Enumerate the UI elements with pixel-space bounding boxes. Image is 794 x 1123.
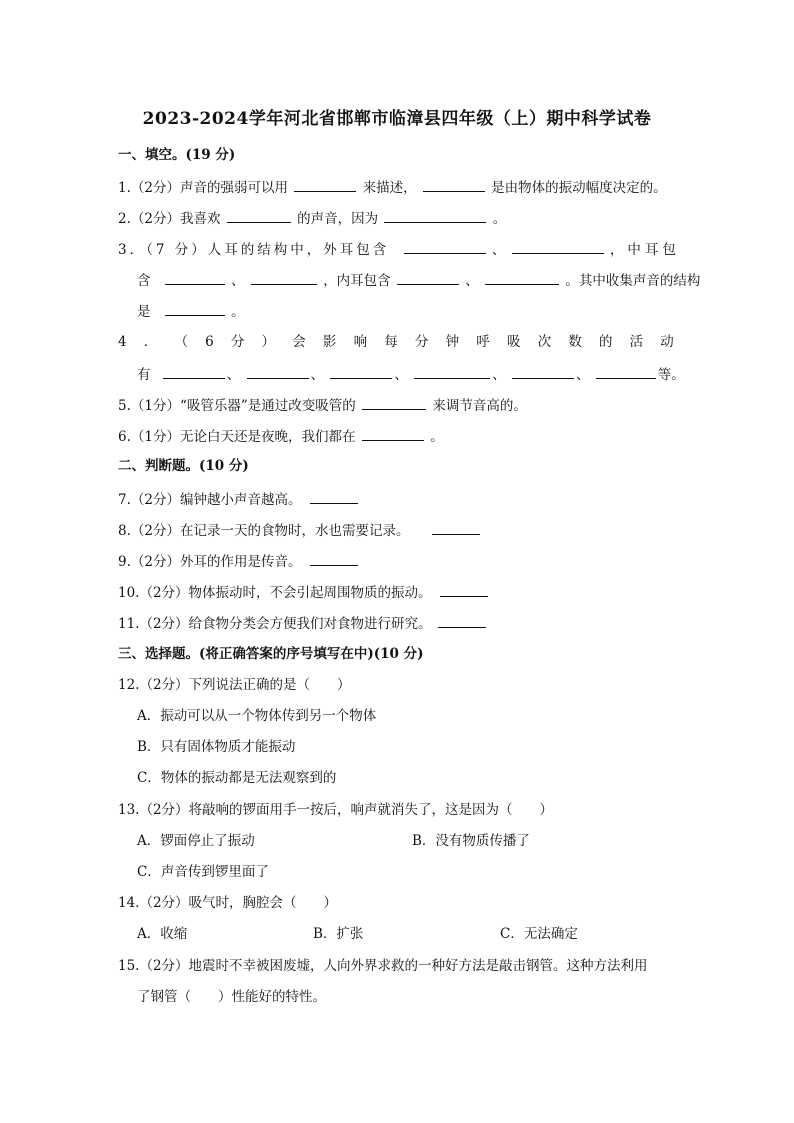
q4-char: ） [261,334,276,350]
q13-option-c[interactable]: C．声音传到锣里面了 [137,864,269,880]
q3-text-2c: ，内耳包含 [323,273,391,289]
question-12: 12.（2分）下列说法正确的是（ ） [118,677,351,693]
q3-text-2e: 。其中收集声音的结构 [565,273,701,289]
answer-blank[interactable] [440,582,488,597]
question-9 [118,551,360,571]
answer-blank[interactable] [227,208,291,223]
q4-char: 每 [384,334,398,350]
q2-text-b: 的声音，因为 [297,211,379,227]
q3-text-3b: 。 [231,304,245,320]
q4-char: 吸 [506,334,521,350]
q6-text-b: 。 [430,429,444,445]
q4-char: ． [143,334,158,350]
answer-blank[interactable] [404,239,486,254]
q4-text-2a: 有 [137,367,151,383]
answer-blank[interactable] [247,364,309,379]
q7-text: 7.（2分）编钟越小声音越高。 [118,492,302,508]
answer-blank[interactable] [362,426,424,441]
q14-option-b[interactable]: B．扩张 [313,926,364,942]
answer-blank[interactable] [512,239,604,254]
q4-char: 影 [322,334,337,350]
q3-text-1c: ，中耳包 [609,242,680,258]
question-4-line-1 [118,333,674,351]
answer-blank[interactable] [485,270,559,285]
q12-option-a[interactable]: A．振动可以从一个物体传到另一个物体 [137,708,377,724]
q4-char: 响 [353,334,368,350]
answer-blank[interactable] [438,613,486,628]
q3-text-1b: 、 [491,242,506,258]
q10-text: 10.（2分）物体振动时，不会引起周围物质的振动。 [118,585,432,601]
section-fill-in: 一、填空。(19 分) [118,147,236,163]
q14-option-c[interactable]: C．无法确定 [500,926,578,942]
question-4-line-2 [137,364,685,384]
q1-text-a: 1.（2分）声音的强弱可以用 [118,180,288,196]
q4-char: 呼 [476,334,490,350]
answer-blank[interactable] [512,364,574,379]
question-5 [118,395,527,415]
q4-char: 分 [230,334,245,350]
section-true-false: 二、判断题。(10 分) [118,458,249,474]
q4-char: 4 [118,334,127,350]
question-6 [118,426,444,446]
question-14: 14.（2分）吸气时，胸腔会（ ） [118,895,338,911]
q3-text-3a: 是 [137,304,151,320]
answer-blank[interactable] [163,364,225,379]
q12-option-b[interactable]: B．只有固体物质才能振动 [137,739,296,755]
section-multiple-choice: 三、选择题。(将正确答案的序号填写在中)(10 分) [118,646,424,662]
q1-text-b: 来描述， [362,180,417,196]
q2-text-a: 2.（2分）我喜欢 [118,211,221,227]
answer-blank[interactable] [310,489,358,504]
q2-text-c: 。 [492,211,507,227]
q4-char: （ [174,334,188,350]
q4-sep: 、 [394,367,408,383]
answer-blank[interactable] [432,520,480,535]
q13-option-a[interactable]: A．锣面停止了振动 [137,833,255,849]
page-title: 2023-2024学年河北省邯郸市临漳县四年级（上）期中科学试卷 [142,109,652,129]
question-13: 13.（2分）将敲响的锣面用手一按后，响声就消失了，这是因为（ ） [118,802,554,818]
q13-option-b[interactable]: B．没有物质传播了 [412,833,530,849]
q3-text-1a: 3．（7 分）人耳的结构中，外耳包含 [118,242,390,258]
question-3-line-2 [137,270,700,290]
q5-text-b: 来调节音高的。 [432,398,527,414]
q5-text-a: 5.（1分）“吸管乐器”是通过改变吸管的 [118,398,356,414]
q1-text-c: 是由物体的振动幅度决定的。 [491,180,667,196]
answer-blank[interactable] [397,270,459,285]
q4-char: 6 [205,334,214,350]
q4-sep: 、 [226,367,241,383]
question-7 [118,489,360,509]
q3-text-2b: 、 [231,273,245,289]
question-11 [118,613,488,633]
question-10 [118,582,490,602]
q4-char: 动 [660,334,674,350]
q6-text-a: 6.（1分）无论白天还是夜晚，我们都在 [118,429,356,445]
q4-char: 会 [292,334,306,350]
q12-option-c[interactable]: C．物体的振动都是无法观察到的 [137,770,337,786]
q8-text: 8.（2分）在记录一天的食物时，水也需要记录。 [118,523,410,539]
q9-text: 9.（2分）外耳的作用是传音。 [118,554,302,570]
answer-blank[interactable] [310,551,358,566]
q4-char: 分 [414,334,429,350]
question-3-line-3 [137,301,245,321]
answer-blank[interactable] [414,364,490,379]
question-15-line-2: 了钢管（ ）性能好的特性。 [137,989,326,1005]
answer-blank[interactable] [384,208,486,223]
answer-blank[interactable] [165,270,225,285]
question-15-line-1: 15.（2分）地震时不幸被困废墟，人向外界求救的一种好方法是敲击钢管。这种方法利用 [118,958,648,974]
q4-char: 活 [629,334,644,350]
answer-blank[interactable] [362,395,426,410]
question-2 [118,208,506,228]
q4-end: 等。 [657,367,685,383]
q3-text-2d: 、 [465,273,479,289]
question-8 [118,520,482,540]
answer-blank[interactable] [294,177,356,192]
q4-char: 次 [537,334,552,350]
q3-text-2a: 含 [137,273,151,289]
answer-blank[interactable] [330,364,392,379]
q11-text: 11.（2分）给食物分类会方便我们对食物进行研究。 [118,616,432,632]
q4-sep: 、 [575,367,590,383]
q4-char: 钟 [445,334,460,350]
answer-blank[interactable] [165,301,225,316]
question-3-line-1 [118,239,680,259]
q4-char: 数 [568,334,582,350]
q14-option-a[interactable]: A．收缩 [137,926,188,942]
q4-sep: 、 [310,367,325,383]
q4-sep: 、 [492,367,506,383]
answer-blank[interactable] [423,177,485,192]
question-1 [118,177,667,197]
answer-blank[interactable] [596,364,656,379]
q4-char: 的 [598,334,613,350]
answer-blank[interactable] [251,270,317,285]
